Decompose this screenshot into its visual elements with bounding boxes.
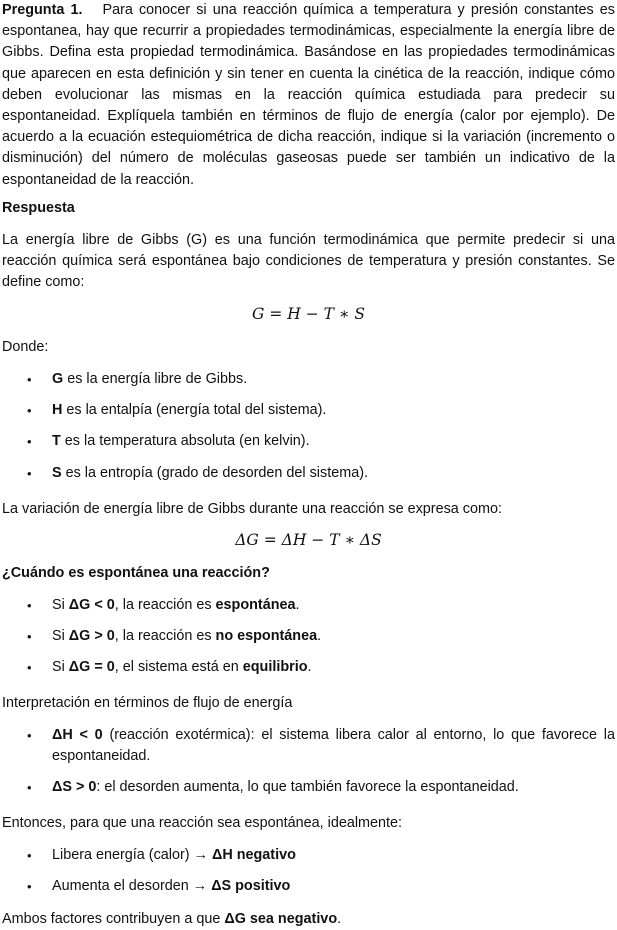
spontaneity-heading: ¿Cuándo es espontánea una reacción? — [2, 565, 270, 581]
condition-expression: ΔG < 0 — [68, 597, 115, 613]
list-item — [0, 626, 617, 647]
gibbs-equation: G = H − T ∗ S — [252, 305, 365, 323]
condition-middle: , la reacción es — [114, 597, 216, 613]
list-item — [0, 657, 617, 678]
condition-suffix: . — [317, 628, 322, 645]
question-paragraph — [2, 0, 615, 191]
energy-list — [0, 725, 617, 799]
list-item — [0, 845, 617, 866]
definition-term: H — [52, 402, 63, 419]
list-item — [0, 725, 617, 767]
energy-term: ΔH < 0 — [52, 727, 103, 743]
condition-prefix: Si — [52, 659, 69, 676]
delta-gibbs-equation: ΔG = ΔH − T ∗ ΔS — [235, 531, 382, 549]
conclusion-suffix: . — [337, 911, 342, 927]
list-item — [0, 463, 617, 484]
list-item — [0, 595, 617, 616]
ideal-item-text: Aumenta el desorden → — [52, 878, 212, 895]
condition-result: espontánea — [215, 597, 296, 613]
list-item — [0, 400, 617, 421]
answer-intro: La energía libre de Gibbs (G) es una función termodinámica que permite predecir si una reacción química será espontánea bajo condiciones de temperatura y presión constantes. Se define como: — [2, 232, 615, 291]
definition-text: es la temperatura absoluta (en kelvin). — [60, 433, 310, 450]
conclusion-bold: ΔG sea negativo — [224, 911, 338, 927]
energy-heading: Interpretación en términos de flujo de energía — [2, 695, 293, 711]
donde-label: Donde: — [2, 339, 49, 355]
question-label: Pregunta 1. — [2, 2, 83, 18]
definition-term: G — [52, 371, 64, 387]
list-item — [0, 369, 617, 390]
list-item — [0, 876, 617, 897]
condition-result: no espontánea — [215, 628, 318, 645]
list-item — [0, 431, 617, 452]
ideal-list — [0, 845, 617, 897]
conditions-list — [0, 595, 617, 679]
energy-text: (reacción exotérmica): el sistema libera calor al entorno, lo que favorece la espontaneidad. — [52, 727, 616, 765]
condition-prefix: Si — [52, 628, 69, 645]
energy-term: ΔS > 0 — [52, 779, 97, 796]
conclusion-text: Ambos factores contribuyen a que — [2, 911, 225, 927]
definition-term: T — [52, 433, 61, 450]
condition-expression: ΔG > 0 — [68, 628, 115, 645]
condition-result: equilibrio — [242, 659, 308, 676]
definition-text: es la entropía (grado de desorden del sistema). — [61, 464, 368, 481]
condition-suffix: . — [295, 597, 300, 613]
definition-term: S — [52, 464, 62, 481]
ideal-item-bold: ΔH negativo — [211, 847, 296, 863]
variation-text: La variación de energía libre de Gibbs durante una reacción se expresa como: — [2, 501, 502, 517]
ideal-text: Entonces, para que una reacción sea espontánea, idealmente: — [2, 815, 403, 831]
ideal-item-text: Libera energía (calor) → — [52, 847, 212, 863]
condition-suffix: . — [307, 659, 312, 676]
condition-middle: , el sistema está en — [114, 659, 243, 676]
condition-expression: ΔG = 0 — [68, 659, 115, 676]
conclusion — [2, 909, 615, 930]
energy-text: : el desorden aumenta, lo que también favorece la espontaneidad. — [96, 779, 519, 796]
question-text: Para conocer si una reacción química a temperatura y presión constantes es espontanea, hay que recurrir a propiedades termodinámicas, especialmente la energía libre de Gibbs. Defina esta propiedad termodinámica. Basándose en las propiedades termodinámicas que aparecen en esta definición y sin tener en cuenta la cinética de la reacción, indique cómo deben evolucionar las mismas en la reacción química estudiada para predecir su espontaneidad. Explíquela también en términos de flujo de energía (calor por ejemplo). De acuerdo a la ecuación estequiométrica de dicha reacción, indique si la variación (incremento o disminución) del número de moléculas gaseosas puede ser también un indicativo de la espontaneidad de la reacción. — [2, 2, 615, 188]
definitions-list — [0, 369, 617, 484]
condition-middle: , la reacción es — [114, 628, 216, 645]
list-item — [0, 777, 617, 798]
ideal-item-bold: ΔS positivo — [211, 878, 291, 895]
condition-prefix: Si — [52, 597, 69, 613]
definition-text: es la energía libre de Gibbs. — [63, 371, 248, 387]
definition-text: es la entalpía (energía total del sistema). — [62, 402, 327, 419]
answer-heading: Respuesta — [2, 200, 75, 216]
